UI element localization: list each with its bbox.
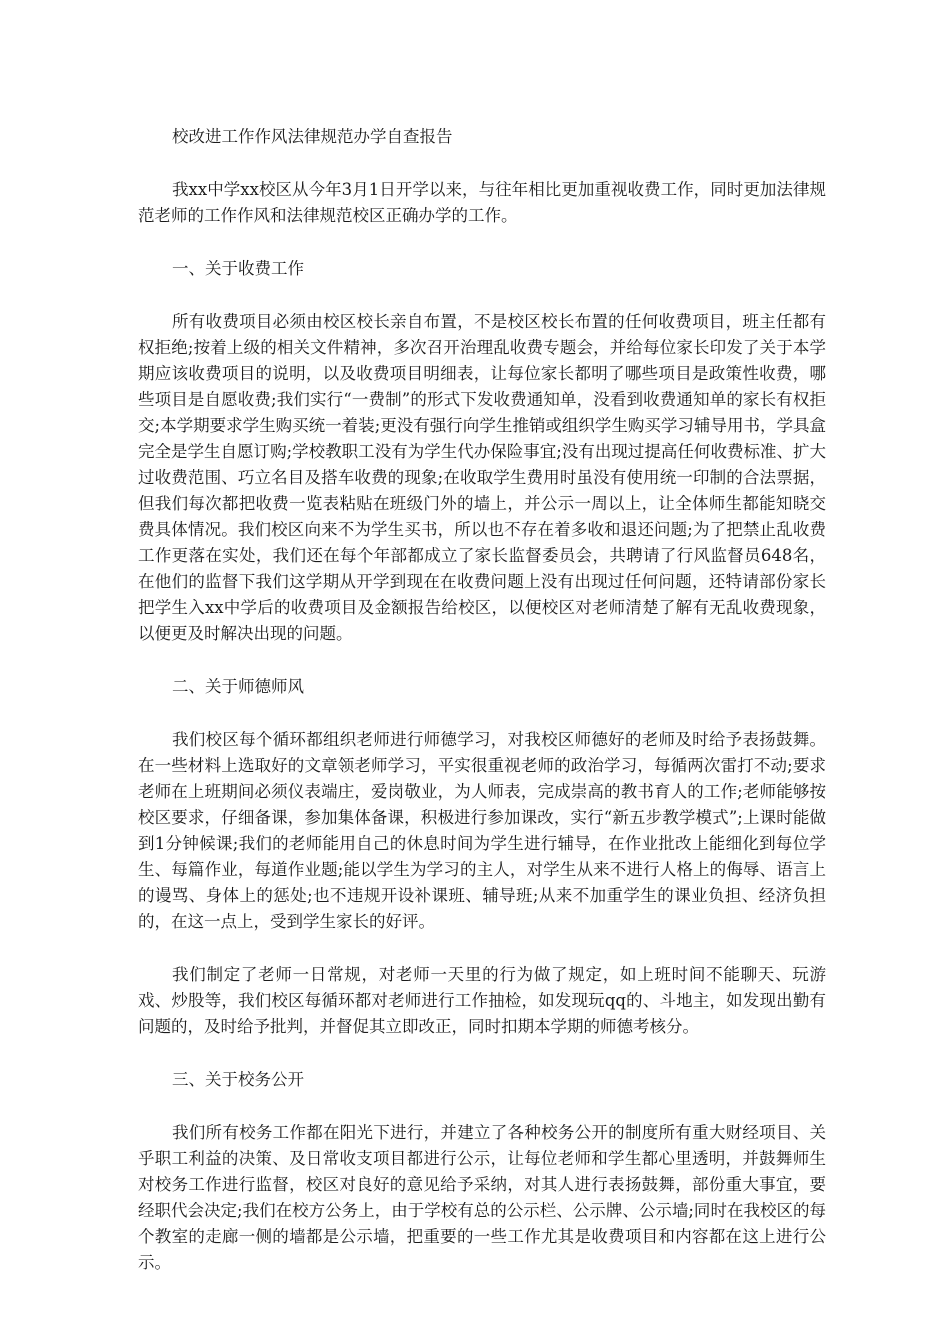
fees-paragraph: 所有收费项目必须由校区校长亲自布置，不是校区校长布置的任何收费项目，班主任都有权拒绝;按着上级的相关文件精神，多次召开治理乱收费专题会，并给每位家长印发了关于本学期应该收费项目的说明，以及收费项目明细表，让每位家长都明了哪些项目是政策性收费，哪些项目是自愿收费;我们实行“一费制”的形式下发收费通知单，没看到收费通知单的家长有权拒交;本学期要求学生购买统一着装;更没有强行向学生推销或组织学生购买学习辅导用书，学具盒完全是学生自愿订购;学校教职工没有为学生代办保险事宜;没有出现过提高任何收费标准、扩大过收费范围、巧立名目及搭车收费的现象;在收取学生费用时虽没有使用统一印制的合法票据，但我们每次都把收费一览表粘贴在班级门外的墙上，并公示一周以上，让全体师生都能知晓交费具体情况。我们校区向来不为学生买书，所以也不存在着多收和退还问题;为了把禁止乱收费工作更落在实处，我们还在每个年部都成立了家长监督委员会，共聘请了行风监督员648名，在他们的监督下我们这学期从开学到现在在收费问题上没有出现过任何问题，还特请部份家长把学生入xx中学后的收费项目及金额报告给校区，以便校区对老师清楚了解有无乱收费现象，以便更及时解决出现的问题。 xyxy=(138,312,826,643)
document-body xyxy=(138,124,826,1303)
section-heading-ethics: 二、关于师德师风 xyxy=(172,677,304,696)
ethics-paragraph-1: 我们校区每个循环都组织老师进行师德学习，对我校区师德好的老师及时给予表扬鼓舞。在一些材料上选取好的文章领老师学习，平实很重视老师的政治学习，每循两次雷打不动;要求老师在上班期间必须仪表端庄，爱岗敬业，为人师表，完成崇高的教书育人的工作;老师能够按校区要求，仔细备课，参加集体备课，积极进行参加课改，实行“新五步教学模式”;上课时能做到1分钟候课;我们的老师能用自己的休息时间为学生进行辅导，在作业批改上能细化到每位学生、每篇作业，每道作业题;能以学生为学习的主人，对学生从来不进行人格上的侮辱、语言上的谩骂、身体上的惩处;也不违规开设补课班、辅导班;从来不加重学生的课业负担、经济负担的，在这一点上，受到学生家长的好评。 xyxy=(138,730,826,931)
section-heading-fees: 一、关于收费工作 xyxy=(172,259,304,278)
transparency-paragraph: 我们所有校务工作都在阳光下进行，并建立了各种校务公开的制度所有重大财经项目、关乎职工利益的决策、及日常收支项目都进行公示，让每位老师和学生都心里透明，并鼓舞师生对校务工作进行监督，校区对良好的意见给予采纳，对其人进行表扬鼓舞，部份重大事宜，要经职代会决定;我们在校方公务上，由于学校有总的公示栏、公示牌、公示墙;同时在我校区的每个教室的走廊一侧的墙都是公示墙，把重要的一些工作尤其是收费项目和内容都在这上进行公示。 xyxy=(138,1123,826,1272)
ethics-paragraph-2: 我们制定了老师一日常规，对老师一天里的行为做了规定，如上班时间不能聊天、玩游戏、炒股等，我们校区每循环都对老师进行工作抽检，如发现玩qq的、斗地主，如发现出勤有问题的，及时给予批判，并督促其立即改正，同时扣期本学期的师德考核分。 xyxy=(138,965,826,1036)
document-title: 校改进工作作风法律规范办学自查报告 xyxy=(172,127,453,146)
intro-paragraph: 我xx中学xx校区从今年3月1日开学以来，与往年相比更加重视收费工作，同时更加法律规范老师的工作作风和法律规范校区正确办学的工作。 xyxy=(138,180,826,225)
section-heading-transparency: 三、关于校务公开 xyxy=(172,1070,304,1089)
